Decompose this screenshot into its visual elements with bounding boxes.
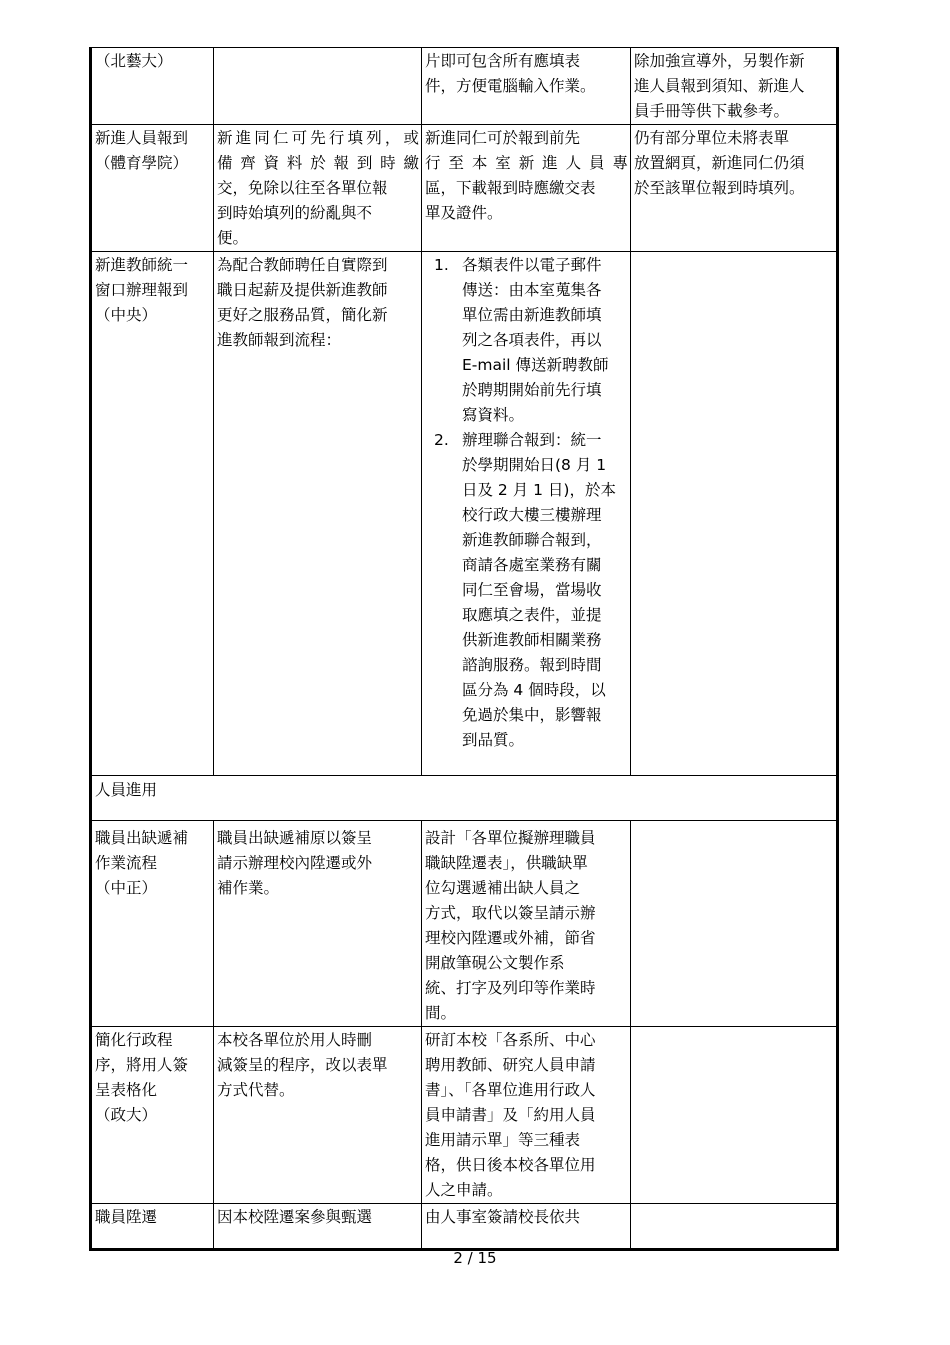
cell-text: 職員出缺遞補 xyxy=(95,829,189,847)
cell-text: 件，方便電腦輸入作業。 xyxy=(425,77,596,95)
cell-text: 片即可包含所有應填表 xyxy=(425,52,581,70)
cell-text: 供新進教師相關業務 xyxy=(462,631,602,649)
cell-original xyxy=(214,821,422,1027)
cell-text: 研訂本校「各系所、中心 xyxy=(425,1031,596,1049)
cell-text: 員手冊等供下載參考。 xyxy=(634,102,790,120)
numbered-list xyxy=(425,253,628,753)
cell-text: 傳送：由本室蒐集各 xyxy=(462,281,602,299)
cell-text: 方式，取代以簽呈請示辦 xyxy=(425,904,596,922)
cell-text: 序，將用人簽 xyxy=(95,1056,189,1074)
cell-text: 取應填之表件，並提 xyxy=(462,606,602,624)
cell-text: 由人事室簽請校長依共 xyxy=(425,1208,581,1226)
cell-text: 於至該單位報到時填列。 xyxy=(634,179,805,197)
cell-text: 格，供日後本校各單位用 xyxy=(425,1156,596,1174)
cell-text: 新進人員報到 xyxy=(95,129,189,147)
cell-improvement xyxy=(422,125,631,252)
table-row xyxy=(91,125,838,252)
cell-text: 開啟筆硯公文製作系 xyxy=(425,954,565,972)
measures-table xyxy=(89,47,839,1251)
cell-text: 為配合教師聘任自實際到 xyxy=(217,256,388,274)
cell-improvement xyxy=(422,1204,631,1250)
cell-item xyxy=(91,125,214,252)
cell-text: 方式代替。 xyxy=(217,1081,295,1099)
cell-text: 減簽呈的程序，改以表單 xyxy=(217,1056,388,1074)
cell-improvement xyxy=(422,48,631,125)
cell-text: 到品質。 xyxy=(462,731,525,749)
section-row xyxy=(91,776,838,821)
cell-text: 職缺陞遷表」，供職缺單 xyxy=(425,854,588,872)
cell-text: 更好之服務品質，簡化新 xyxy=(217,306,388,324)
cell-text: 諮詢服務。報到時間 xyxy=(462,656,602,674)
cell-note xyxy=(631,252,838,776)
cell-text: 書」、「各單位進用行政人 xyxy=(425,1081,596,1099)
cell-text: 仍有部分單位未將表單 xyxy=(634,129,790,147)
cell-improvement xyxy=(422,821,631,1027)
table-row xyxy=(91,48,838,125)
cell-text: 新進教師統一 xyxy=(95,256,189,274)
cell-text: 進人員報到須知、新進人 xyxy=(634,77,805,95)
cell-text: 於學期開始日(8 月 1 xyxy=(462,456,607,474)
cell-item xyxy=(91,1204,214,1250)
cell-original xyxy=(214,252,422,776)
page-number: 2 / 15 xyxy=(453,1249,497,1267)
cell-item xyxy=(91,821,214,1027)
cell-original xyxy=(214,1027,422,1204)
cell-item xyxy=(91,252,214,776)
cell-text: 放置網頁，新進同仁仍須 xyxy=(634,154,805,172)
cell-text: 校行政大樓三樓辦理 xyxy=(462,506,602,524)
cell-text: 列之各項表件，再以 xyxy=(462,331,602,349)
cell-text: （中央） xyxy=(95,306,158,324)
cell-text: 辦理聯合報到：統一 xyxy=(462,431,602,449)
table-row xyxy=(91,252,838,776)
cell-text: 窗口辦理報到 xyxy=(95,281,189,299)
cell-text: 於聘期開始前先行填 xyxy=(462,381,602,399)
cell-text: 請示辦理校內陞遷或外 xyxy=(217,854,373,872)
cell-note xyxy=(631,821,838,1027)
table-row xyxy=(91,1027,838,1204)
list-item xyxy=(425,428,628,753)
cell-text: 新進同仁可先行填列，或 xyxy=(217,129,419,147)
cell-text: 區，下載報到時應繳交表 xyxy=(425,179,596,197)
cell-text: 間。 xyxy=(425,1004,457,1022)
cell-text: 單及證件。 xyxy=(425,204,503,222)
cell-text: 人之申請。 xyxy=(425,1181,503,1199)
list-item xyxy=(425,253,628,428)
cell-text: （體育學院） xyxy=(95,154,189,172)
cell-text: 統、打字及列印等作業時 xyxy=(425,979,596,997)
cell-original xyxy=(214,48,422,125)
cell-text: 新進教師聯合報到， xyxy=(462,531,602,549)
cell-text: 區分為 4 個時段，以 xyxy=(462,681,606,699)
cell-original xyxy=(214,125,422,252)
cell-text: 呈表格化 xyxy=(95,1081,158,1099)
cell-text: 作業流程 xyxy=(95,854,158,872)
cell-text: 設計「各單位擬辦理職員 xyxy=(425,829,596,847)
cell-text: 進教師報到流程： xyxy=(217,331,342,349)
cell-text: 便。 xyxy=(217,229,249,247)
section-title: 人員進用 xyxy=(95,781,158,799)
cell-text: 寫資料。 xyxy=(462,406,525,424)
cell-note xyxy=(631,1027,838,1204)
cell-text: 新進同仁可於報到前先 xyxy=(425,129,581,147)
cell-note xyxy=(631,1204,838,1250)
cell-text: 交，免除以往至各單位報 xyxy=(217,179,388,197)
cell-text: 進用請示單」等三種表 xyxy=(425,1131,581,1149)
cell-text: 職日起薪及提供新進教師 xyxy=(217,281,388,299)
cell-item xyxy=(91,1027,214,1204)
cell-note xyxy=(631,125,838,252)
table-row xyxy=(91,1204,838,1250)
list-number: 1. xyxy=(434,256,449,274)
cell-text: 理校內陞遷或外補，節省 xyxy=(425,929,596,947)
cell-text: 職員陞遷 xyxy=(95,1208,158,1226)
cell-improvement xyxy=(422,252,631,776)
cell-original xyxy=(214,1204,422,1250)
cell-text: （政大） xyxy=(95,1106,158,1124)
cell-item xyxy=(91,48,214,125)
cell-text: 因本校陞遷案參與甄選 xyxy=(217,1208,373,1226)
cell-text: 聘用教師、研究人員申請 xyxy=(425,1056,596,1074)
cell-text: E-mail 傳送新聘教師 xyxy=(462,356,609,374)
cell-text: 職員出缺遞補原以簽呈 xyxy=(217,829,373,847)
cell-text: 簡化行政程 xyxy=(95,1031,173,1049)
cell-text: 同仁至會場，當場收 xyxy=(462,581,602,599)
cell-text: 各類表件以電子郵件 xyxy=(462,256,602,274)
cell-text: 位勾選遞補出缺人員之 xyxy=(425,879,581,897)
cell-text: 本校各單位於用人時刪 xyxy=(217,1031,373,1049)
list-number: 2. xyxy=(434,431,449,449)
cell-text: （中正） xyxy=(95,879,158,897)
table-row xyxy=(91,821,838,1027)
cell-improvement xyxy=(422,1027,631,1204)
cell-note xyxy=(631,48,838,125)
section-heading xyxy=(91,776,838,821)
cell-text: 到時始填列的紛亂與不 xyxy=(217,204,373,222)
cell-text: 補作業。 xyxy=(217,879,280,897)
cell-text: 免過於集中，影響報 xyxy=(462,706,602,724)
cell-text: （北藝大） xyxy=(95,52,173,70)
cell-text: 備齊資料於報到時繳 xyxy=(217,154,419,172)
cell-text: 員申請書」及「約用人員 xyxy=(425,1106,596,1124)
cell-text: 行至本室新進人員專 xyxy=(425,154,628,172)
cell-text: 商請各處室業務有關 xyxy=(462,556,602,574)
cell-text: 日及 2 月 1 日)，於本 xyxy=(462,481,616,499)
cell-text: 除加強宣導外，另製作新 xyxy=(634,52,805,70)
cell-text: 單位需由新進教師填 xyxy=(462,306,602,324)
